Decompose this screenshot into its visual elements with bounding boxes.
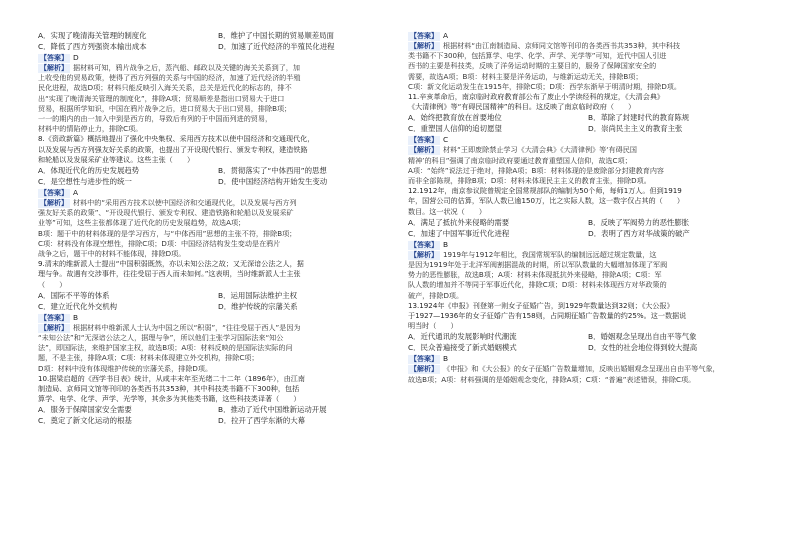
option-b: B．维护了中国长期的贸易顺差局面 <box>218 31 334 40</box>
option-d: D．加速了近代经济的半殖民化进程 <box>218 42 335 51</box>
option-a: A．服务于保障国家安全需要 <box>38 405 132 415</box>
q13-options-row-1 <box>408 331 768 342</box>
q10-options-row-2 <box>38 415 398 426</box>
q8-options-row-2 <box>38 176 398 187</box>
q11-explanation: 【解析】 材料“王即废除禁止学习《大清会典》《大清律例》等‘有碍民国 精神’的科目”强调了南京临时政府要通过教育重塑国人信仰，故选C项； A项：“始终”说法过于绝对，排除A项；B项：材料体现的是废除部分封建教育内容 而非全部陈规，排除B项；D项：材料未体现民主主义的教育主张，排除D项。 <box>408 145 665 186</box>
question-9-stem: 9.清末的维新派人士提出“中国积弱既然，亦以未知公法之故；又无深谙公法之人，据 理与争。故遇有交涉事件，往往受屈于西人而未如何。”这表明，当时维新派人士主张 （ ） <box>38 259 304 289</box>
option-d: D．女性的社会地位得到较大提高 <box>588 343 698 353</box>
option-c: C．降低了西方列强资本输出成本 <box>38 42 147 51</box>
q13-options-row-2 <box>408 342 768 353</box>
q11-options-row-1 <box>408 112 768 123</box>
explanation-tag: 【解析】 <box>410 146 438 155</box>
explanation-tag: 【解析】 <box>40 199 68 208</box>
option-b: B．贯彻落实了“中体西用”的思想 <box>218 166 327 176</box>
q9-options-row-2 <box>38 301 398 312</box>
option-d: D．维护传统的宗藩关系 <box>218 301 298 311</box>
q13-explanation: 【解析】 《申报》和《大公报》的女子征婚广告数量增加，反映出婚姻观念呈现出自由平等气象， 故选B项；A项：材料强调的是婚姻观念变化，排除A项；C项：“普遍”表述错误，排除C项。 <box>408 364 720 384</box>
q8-options-row-1 <box>38 165 398 176</box>
option-c: C．建立近代化外交机构 <box>38 301 118 311</box>
left-column <box>38 30 398 426</box>
option-b: B．运用国际法维护主权 <box>218 290 297 300</box>
explanation-tag: 【解析】 <box>410 365 438 374</box>
q10-explanation: 【解析】 根据材料“由江南制造局、京师同文馆等刊印的各类西书共353种，其中科技 类书籍不下300种，包括算学、电学、化学、声学、光学等”可知，近代中国人引进 西书的主要是科技类，反映了洋务运动时期的主要目的，服务了保障国家安全的 需要，故选A项；B项：材料主要是洋务运动，与维新运动无关，排除B项； C项：新文化运动发生在1915年，排除C项；D项：西学东渐早于明清时期，排除D项。 <box>408 41 681 91</box>
option-c: C．民众普遍接受了新式婚姻模式 <box>408 343 517 353</box>
explanation-tag: 【解析】 <box>410 42 438 50</box>
q10-options-row-1 <box>38 404 398 415</box>
option-a: A．满足了抵抗外来侵略的需要 <box>408 217 510 227</box>
option-d: D．表明了西方对华战策的破产 <box>588 228 690 238</box>
q-top-answer: 【答案】 D <box>40 53 79 62</box>
option-a: A．国际不平等的体系 <box>38 290 110 300</box>
question-10-stem: 10.据梁启超的《西学书目表》统计，从咸丰末年至光绪二十二年（1896年），由江南 制造局、京师同文馆等刊印的各类西书共353种，其中科技类书籍不下300种，包括 算学、电学、化学、声学、光学等，其余多为其他类书籍，这些科技类译著（ ） <box>38 373 305 404</box>
answer-tag: 【答案】 <box>410 355 438 364</box>
explanation-tag: 【解析】 <box>40 64 68 72</box>
option-b: B．推动了近代中国维新运动开展 <box>218 405 327 415</box>
option-c: C．重塑国人信仰的追切愿望 <box>408 124 502 134</box>
option-a: A．近代通讯的发展影响时代潮流 <box>408 332 517 342</box>
option-d: D．使中国经济结构开始发生变动 <box>218 177 328 187</box>
q12-options-row-1 <box>408 217 768 228</box>
right-column <box>408 30 768 385</box>
answer-tag: 【答案】 <box>410 240 438 249</box>
option-d: D．崇尚民主主义的教育主张 <box>588 124 683 134</box>
q12-explanation: 【解析】 1919年与1912年相比，我国常规军队的编制远远超过规定数量，这 是因为1919年处于北洋军阀割据混战的时期，所以军队数量的大幅增加体现了军阀 势力的恶性膨胀，故选B项；A项：材料未体现抵抗外来侵略，排除A项；C项：军 队人数的增加并不等同于军事近代化，排除C项；D项：材料未体现西方对华政策的 破产，排除D项。 <box>408 249 668 300</box>
q12-options-row-2 <box>408 228 768 239</box>
option-a: A．实现了晚清海关管理的制度化 <box>38 31 147 40</box>
question-13-stem: 13.1924年《申报》刊登第一则女子征婚广告，到1929年数量达到32则；《大公报》 于1927—1936年的女子征婚广告有158则，占同期征婚广告数量的约25%。这一数据说 明当时（ ） <box>408 300 687 331</box>
q12-answer: 【答案】 B <box>410 239 449 249</box>
answer-tag: 【答案】 <box>410 136 438 145</box>
q10-answer: 【答案】 A <box>410 31 449 40</box>
q-top-options-row-2 <box>38 41 398 52</box>
q8-answer: 【答案】 A <box>40 188 79 198</box>
answer-tag: 【答案】 <box>40 54 68 62</box>
option-c: C．奠定了新文化运动的根基 <box>38 416 132 426</box>
q11-answer: 【答案】 C <box>410 135 449 145</box>
question-12-stem: 12.1912年，南京参议院曾规定全国常规部队的编制为50个师，每师1万人。但到1919 年，国营公司的估算，军队人数已逾150万，比之实际人数，这一数字仅占其的（ ） 数目。这一状况（ ） <box>408 186 685 216</box>
option-a: A．体现近代化的历史发展趋势 <box>38 166 140 176</box>
q-top-options-row-1 <box>38 30 398 41</box>
option-b: B．婚姻观念呈现出自由平等气象 <box>588 332 697 342</box>
option-d: D．拉开了西学东渐的大幕 <box>218 416 305 426</box>
q13-answer: 【答案】 B <box>410 354 449 364</box>
answer-tag: 【答案】 <box>410 32 438 40</box>
answer-tag: 【答案】 <box>40 189 68 198</box>
option-c: C．加速了中国军事近代化进程 <box>408 228 510 238</box>
explanation-tag: 【解析】 <box>40 323 68 332</box>
explanation-tag: 【解析】 <box>410 250 438 259</box>
q9-options-row-1 <box>38 290 398 301</box>
option-b: B．反映了军阀势力的恶性膨胀 <box>588 217 690 227</box>
option-b: B．革除了封建时代的教育陈规 <box>588 113 690 123</box>
q11-options-row-2 <box>408 123 768 134</box>
q8-explanation: 【解析】 材料中的“采用西方技术以使中国经济和交通现代化，以及发展与西方列 强友好关系的政策”、“开设现代银行、颁发专利权、建造铁路和轮船以及发展采矿 业等”可知，这些主张都体现了近代化的历史发展趋势，故选A项； B项：题干中的材料体现的是学习西方，与“中体西用”思想的主张不符，排除B项； C项：材料没有体现空想性，排除C项；D项：中国经济结构发生变动是在鸦片 战争之后，题干中的材料不能体现，排除D项。 <box>38 198 297 259</box>
option-c: C．是空想性与进步性的统一 <box>38 177 132 187</box>
answer-tag: 【答案】 <box>40 313 68 322</box>
question-11-stem: 11.辛亥革命后，南京临时政府教育部公布了废止小学读经科的规定，《大清会典》 《大清律例》等“有碍民国精神”的科目。这反映了南京临时政府（ ） <box>408 92 665 112</box>
q9-explanation: 【解析】 根据材料中维新派人士认为中国之所以“积弱”，“往往受屈于西人”是因为 “未知公法”和“无深谙公法之人，据理与争”，所以他们主张学习国际法来“知公 法”，即国际法，来维护国家主权，故选B项；A项：材料反映的是国际法实际的问 题，不是主张，排除A项；C项：材料未体现建立外交机构，排除C项； D项：材料中没有体现维护传统的宗藩关系，排除D项。 <box>38 322 301 373</box>
q-top-explanation: 【解析】 据材料可知，鸦片战争之后，蒸汽船、邮政以及关键的海关关系到了，加 上收受他的贸易政策，使得了西方列强的关系与中国的经济，加速了近代经济的半殖 民化进程，故选D项；材料只能反映引入海关关系，总关是近代化的标志的，排不 出“实现了晚清海关管理的制度化”，排除A项；贸易顺差是指出口贸易大于进口 贸易，根据所学知识，中国在鸦片战争之后，进口贸易大于出口贸易，排除B项； 一一的期内的由一加入中到是西方的，导致后有列的于中国而列进的贸易， 材料中的情陷停止力，排除C项。 <box>38 63 301 134</box>
option-a: A．始终把教育放在首要地位 <box>408 113 502 123</box>
q9-answer: 【答案】 B <box>40 312 79 322</box>
question-8-stem: 8.《资政新篇》概括地提出了强化中央集权、采用西方技术以使中国经济和交通现代化， 以及发展与西方列强友好关系的政策，也提出了开设现代银行、颁发专利权，建造铁路 和轮船以及发展采矿业等建议。这些主张（ ） <box>38 134 315 164</box>
